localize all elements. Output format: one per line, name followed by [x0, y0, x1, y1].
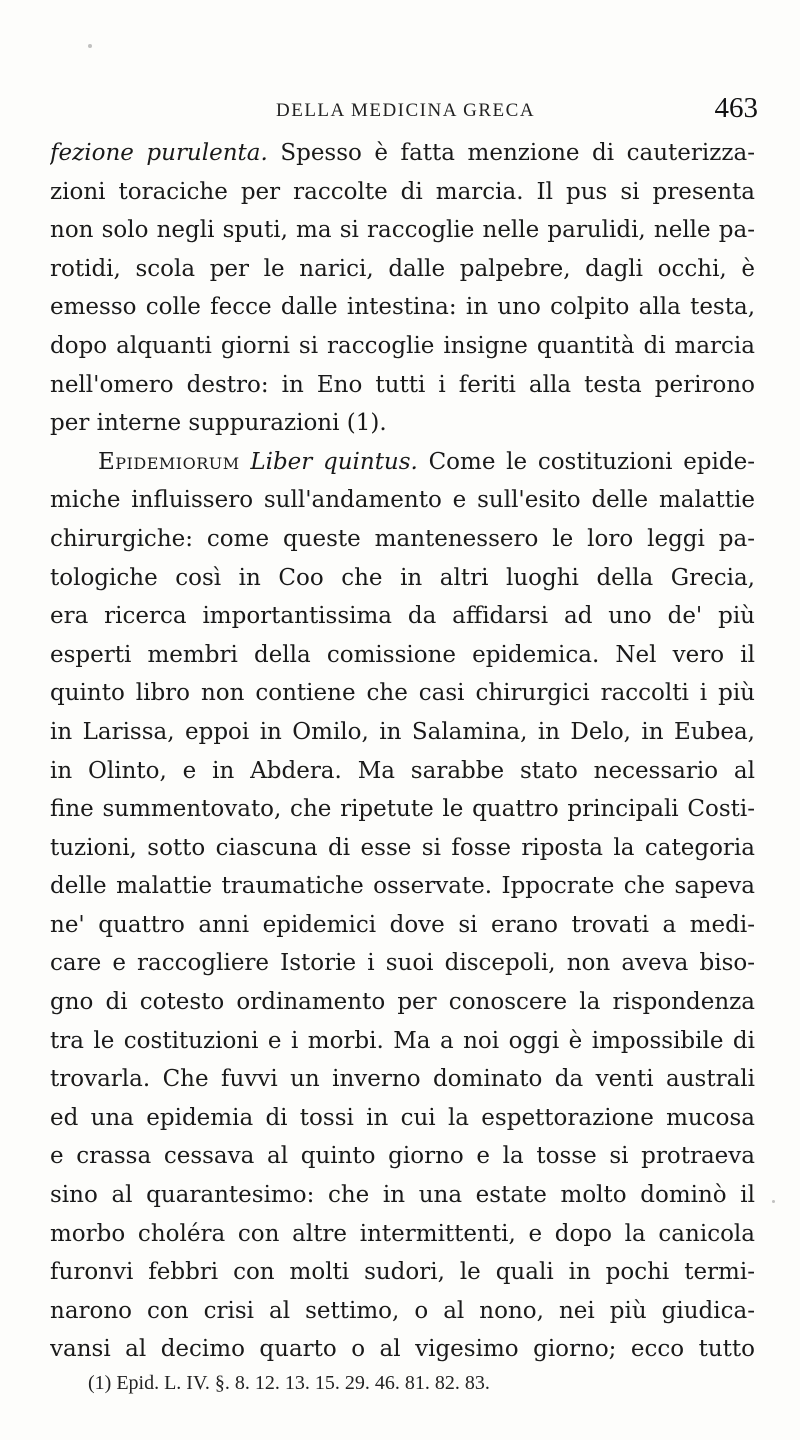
text-line: ne' quattro anni epidemici dove si erano trovati a medi-	[50, 911, 755, 938]
paper-speck	[88, 44, 92, 48]
paper-speck	[772, 1200, 775, 1203]
text-line: narono con crisi al settimo, o al nono, nei più giudica-	[50, 1297, 755, 1324]
running-head	[40, 92, 760, 126]
text-line: trovarla. Che fuvvi un inverno dominato da venti australi	[50, 1066, 755, 1093]
text-line: sino al quarantesimo: che in una estate molto dominò il	[50, 1182, 755, 1209]
text-line: tologiche così in Coo che in altri luoghi della Grecia,	[50, 564, 755, 591]
text-line: chirurgiche: come queste mantenessero le loro leggi pa-	[50, 525, 755, 552]
text-line: ed una epidemia di tossi in cui la espettorazione mucosa	[50, 1104, 755, 1131]
running-title: DELLA MEDICINA GRECA	[276, 100, 536, 121]
text-run: Spesso è fatta menzione di cauterizza-	[267, 140, 755, 166]
text-line: emesso colle fecce dalle intestina: in uno colpito alla testa,	[50, 294, 755, 321]
text-line: fine summentovato, che ripetute le quattro principali Costi-	[50, 796, 755, 823]
text-line: in Olinto, e in Abdera. Ma sarabbe stato necessario al	[50, 757, 755, 784]
text-line: esperti membri della comissione epidemica. Nel vero il	[50, 641, 755, 668]
smallcaps-phrase: Epidemiorum	[98, 448, 240, 475]
text-line: e crassa cessava al quinto giorno e la tosse si protraeva	[50, 1143, 755, 1170]
text-line: per interne suppurazioni (1).	[50, 410, 387, 437]
italic-phrase: Liber quintus.	[250, 448, 418, 475]
text-line: dopo alquanti giorni si raccoglie insigne quantità di marcia	[50, 332, 755, 359]
text-line: non solo negli sputi, ma si raccoglie nelle parulidi, nelle pa-	[50, 217, 755, 244]
text-line: rotidi, scola per le narici, dalle palpebre, dagli occhi, è	[50, 255, 755, 282]
text-line: gno di cotesto ordinamento per conoscere la rispondenza	[50, 989, 755, 1016]
text-line: miche influissero sull'andamento e sull'esito delle malattie	[50, 487, 755, 514]
italic-phrase: fezione purulenta.	[50, 140, 268, 166]
text-line	[50, 443, 755, 482]
footnote: (1) Epid. L. IV. §. 8. 12. 13. 15. 29. 46. 81. 82. 83.	[88, 1372, 490, 1394]
text-line: in Larissa, eppoi in Omilo, in Salamina, in Delo, in Eubea,	[50, 718, 755, 745]
page-number: 463	[714, 92, 758, 124]
text-line: delle malattie traumatiche osservate. Ippocrate che sapeva	[50, 873, 755, 900]
text-line: morbo choléra con altre intermittenti, e dopo la canicola	[50, 1220, 755, 1247]
text-line: zioni toraciche per raccolte di marcia. Il pus si presenta	[50, 178, 755, 205]
text-line: care e raccogliere Istorie i suoi discepoli, non aveva biso-	[50, 950, 755, 977]
text-line: furonvi febbri con molti sudori, le quali in pochi termi-	[50, 1259, 755, 1286]
text-line: vansi al decimo quarto o al vigesimo giorno; ecco tutto	[50, 1336, 755, 1363]
body-text	[50, 134, 755, 1369]
text-line: nell'omero destro: in Eno tutti i feriti alla testa perirono	[50, 371, 755, 398]
text-line	[50, 134, 755, 173]
text-line: tra le costituzioni e i morbi. Ma a noi oggi è impossibile di	[50, 1027, 755, 1054]
text-run: Come le costituzioni epide-	[417, 448, 755, 475]
text-line: era ricerca importantissima da affidarsi ad uno de' più	[50, 603, 755, 630]
text-line: quinto libro non contiene che casi chirurgici raccolti i più	[50, 680, 755, 707]
text-line: tuzioni, sotto ciascuna di esse si fosse riposta la categoria	[50, 834, 755, 861]
